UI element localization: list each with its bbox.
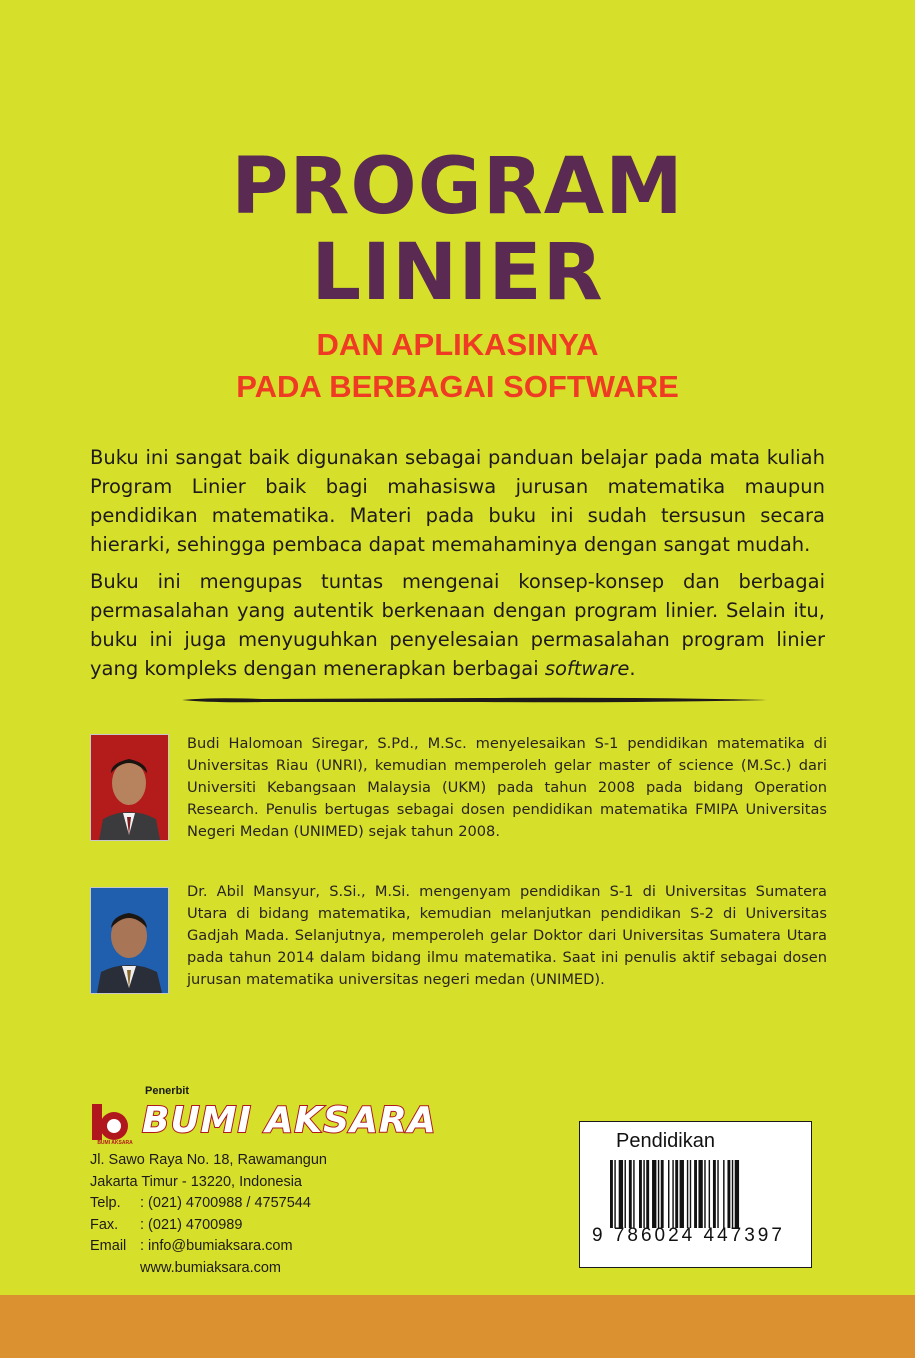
publisher-address [90, 1150, 327, 1279]
fax-value: : (021) 4700989 [140, 1216, 243, 1233]
blurb-paragraph-2-end: . [629, 657, 636, 680]
telp-row [90, 1193, 327, 1215]
isbn-number: 9 786024 447397 [592, 1225, 785, 1246]
publisher-label: Penerbit [145, 1085, 190, 1097]
bottom-color-band [0, 1295, 915, 1358]
author-bio-1: Budi Halomoan Siregar, S.Pd., M.Sc. menyelesaikan S-1 pendidikan matematika di Universitas Riau (UNRI), kemudian memperoleh gelar master of science (M.Sc.) dari Universiti Kebangsaan Malaysia (UKM) pada tahun 2008 pada bidang Operation Research. Penulis bertugas sebagai dosen pendidikan matematika FMIPA Universitas Negeri Medan (UNIMED) sejak tahun 2008. [187, 735, 827, 840]
barcode-category: Pendidikan [616, 1130, 715, 1152]
email-value: : info@bumiaksara.com [140, 1238, 293, 1254]
isbn-barcode-box [579, 1121, 812, 1268]
blurb-paragraph-2 [90, 567, 825, 683]
author-portrait-icon [91, 735, 168, 840]
blurb-software-italic: software [544, 657, 630, 680]
blurb-paragraph-2-text: Buku ini mengupas tuntas mengenai konsep-konsep dan berbagai permasalahan yang autentik berkenaan dengan program linier. Selain itu, buku ini juga menyuguhkan penyelesaian permasalahan program linier yang kompleks dengan menerapkan berbagai [90, 570, 825, 680]
subtitle-line-1: DAN APLIKASINYA [316, 327, 599, 362]
author-portrait-icon [91, 888, 168, 993]
address-line-2: Jakarta Timur - 13220, Indonesia [90, 1173, 302, 1190]
publisher-name: BUMI AKSARA [142, 1100, 437, 1141]
author-photo-2 [90, 887, 169, 994]
brush-divider [182, 696, 767, 704]
barcode-icon [610, 1160, 800, 1228]
fax-row [90, 1215, 327, 1237]
author-photo-1 [90, 734, 169, 841]
title-line-1: PROGRAM [231, 142, 684, 232]
blurb-paragraph-1: Buku ini sangat baik digunakan sebagai panduan belajar pada mata kuliah Program Linier baik bagi mahasiswa jurusan matematika maupun pendidikan matematika. Materi pada buku ini sudah tersusun secara hierarki, sehingga pembaca dapat memahaminya dengan sangat mudah. [90, 446, 825, 556]
email-row [90, 1236, 327, 1258]
telp-value: : (021) 4700988 / 4757544 [140, 1195, 311, 1211]
fax-label: Fax. [90, 1216, 119, 1233]
subtitle-line-2: PADA BERBAGAI SOFTWARE [236, 369, 679, 404]
title-line-2: LINIER [311, 228, 604, 318]
telp-label: Telp. [90, 1195, 121, 1211]
email-label: Email [90, 1238, 127, 1254]
publisher-logo-text: BUMI AKSARA [97, 1140, 133, 1146]
author-bio-2: Dr. Abil Mansyur, S.Si., M.Si. mengenyam pendidikan S-1 di Universitas Sumatera Utara di bidang matematika, kemudian melanjutkan pendidikan S-2 di Universitas Gadjah Mada. Selanjutnya, memperoleh gelar Doktor dari Universitas Sumatera Utara pada tahun 2014 dalam bidang ilmu matematika. Saat ini penulis aktif sebagai dosen jurusan matematika universitas negeri medan (UNIMED). [187, 883, 827, 988]
address-line-1: Jl. Sawo Raya No. 18, Rawamangun [90, 1152, 327, 1168]
website-value: www.bumiaksara.com [140, 1259, 282, 1276]
website-row [90, 1258, 327, 1280]
